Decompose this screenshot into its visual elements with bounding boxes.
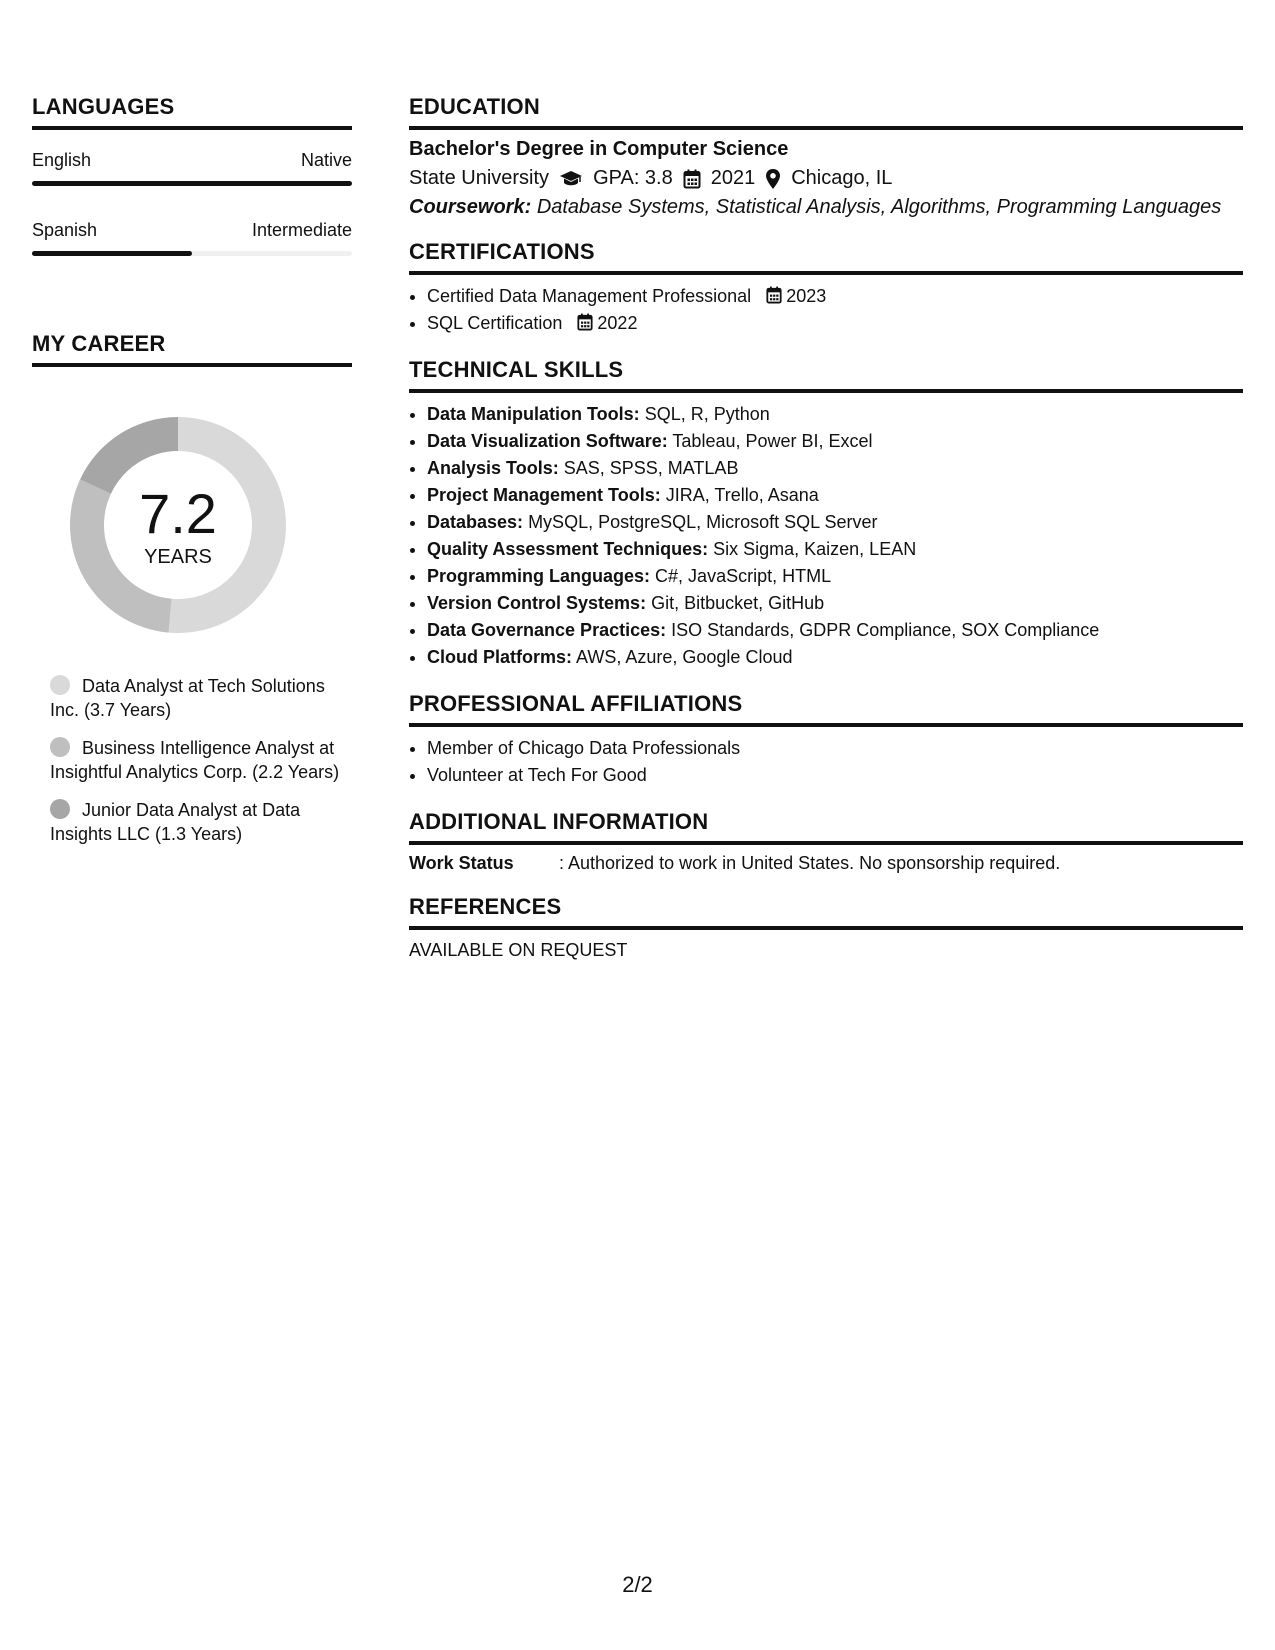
work-status-label: Work Status: [409, 853, 514, 873]
skill-category: Project Management Tools:: [427, 485, 661, 505]
skill-item: [427, 428, 1243, 455]
education-section: [409, 94, 1243, 219]
certification-item: [427, 283, 1243, 310]
skill-category: Programming Languages:: [427, 566, 651, 586]
page-number: 2/2: [622, 1572, 653, 1597]
skill-values: ISO Standards, GDPR Compliance, SOX Compliance: [671, 620, 1100, 640]
skill-category: Data Visualization Software:: [427, 431, 668, 451]
career-role-label: Data Analyst at Tech Solutions Inc. (3.7 Years): [50, 676, 325, 720]
calendar-icon: [577, 313, 593, 331]
skill-category: Quality Assessment Techniques:: [427, 539, 709, 559]
career-total-unit: YEARS: [144, 546, 212, 568]
additional-section: [409, 809, 1243, 874]
legend-dot-icon: [50, 737, 70, 757]
skill-item: [427, 563, 1243, 590]
skill-item: [427, 455, 1243, 482]
language-name: Spanish: [32, 220, 98, 240]
language-level: Intermediate: [251, 220, 352, 240]
career-donut-chart: [65, 412, 291, 638]
skill-values: Six Sigma, Kaizen, LEAN: [713, 539, 917, 559]
references-section: [409, 894, 1243, 961]
coursework-list: Database Systems, Statistical Analysis, Algorithms, Programming Languages: [536, 196, 1222, 218]
career-heading: MY CAREER: [32, 331, 352, 367]
skill-values: MySQL, PostgreSQL, Microsoft SQL Server: [528, 512, 878, 532]
skill-values: JIRA, Trello, Asana: [665, 485, 819, 505]
languages-heading: LANGUAGES: [32, 94, 352, 130]
language-level: Native: [300, 150, 352, 170]
skill-item: [427, 482, 1243, 509]
career-role-label: Business Intelligence Analyst at Insightful Analytics Corp. (2.2 Years): [50, 738, 340, 782]
skill-values: SAS, SPSS, MATLAB: [563, 458, 739, 478]
certifications-heading: CERTIFICATIONS: [409, 239, 1243, 275]
skill-category: Databases:: [427, 512, 524, 532]
language-item: [32, 150, 352, 186]
affiliations-section: [409, 691, 1243, 789]
skills-heading: TECHNICAL SKILLS: [409, 357, 1243, 393]
affiliation-item: • Member of Chicago Data Professionals: [427, 735, 1243, 762]
right-column: [409, 94, 1243, 981]
education-school: State University: [409, 167, 550, 189]
calendar-icon: [683, 169, 701, 189]
education-heading: EDUCATION: [409, 94, 1243, 130]
career-total-years: 7.2: [139, 482, 217, 545]
education-location: Chicago, IL: [791, 167, 893, 189]
certifications-section: [409, 239, 1243, 337]
language-proficiency-bar: [32, 251, 352, 256]
career-legend-item: [50, 736, 352, 784]
certification-item: [427, 310, 1243, 337]
career-legend: [32, 674, 352, 846]
skill-item: [427, 509, 1243, 536]
skills-section: [409, 357, 1243, 671]
education-coursework: [409, 196, 1243, 219]
skill-values: Git, Bitbucket, GitHub: [651, 593, 825, 613]
education-year: 2021: [710, 167, 756, 189]
skill-category: Data Governance Practices:: [427, 620, 667, 640]
certification-year: 2023: [786, 286, 827, 306]
language-item: [32, 220, 352, 256]
career-legend-item: [50, 674, 352, 722]
language-name: English: [32, 150, 92, 170]
skill-category: Version Control Systems:: [427, 593, 647, 613]
references-heading: REFERENCES: [409, 894, 1243, 930]
work-status-value: : Authorized to work in United States. No sponsorship required.: [559, 853, 1061, 873]
additional-heading: ADDITIONAL INFORMATION: [409, 809, 1243, 845]
legend-dot-icon: [50, 675, 70, 695]
graduation-cap-icon: [559, 170, 583, 188]
certification-name: SQL Certification: [427, 313, 563, 333]
skill-values: C#, JavaScript, HTML: [655, 566, 832, 586]
skill-item: [427, 536, 1243, 563]
affiliation-item: • Volunteer at Tech For Good: [427, 762, 1243, 789]
language-proficiency-bar: [32, 181, 352, 186]
language-proficiency-fill: [32, 181, 352, 186]
career-role-label: Junior Data Analyst at Data Insights LLC (1.3 Years): [50, 800, 301, 844]
skill-category: Cloud Platforms:: [427, 647, 573, 667]
certification-name: Certified Data Management Professional: [427, 286, 752, 306]
left-column: [32, 94, 352, 860]
education-degree: Bachelor's Degree in Computer Science: [409, 138, 789, 160]
skill-values: Tableau, Power BI, Excel: [672, 431, 873, 451]
calendar-icon: [766, 286, 782, 304]
map-pin-icon: [765, 168, 781, 190]
skill-values: AWS, Azure, Google Cloud: [576, 647, 793, 667]
coursework-label: Coursework:: [409, 196, 532, 218]
education-gpa: GPA: 3.8: [593, 167, 673, 189]
legend-dot-icon: [50, 799, 70, 819]
certification-year: 2022: [597, 313, 638, 333]
skill-category: Data Manipulation Tools:: [427, 404, 640, 424]
skill-item: [427, 590, 1243, 617]
skill-item: [427, 644, 1243, 671]
references-text: AVAILABLE ON REQUEST: [409, 940, 628, 960]
language-proficiency-fill: [32, 251, 192, 256]
skill-values: SQL, R, Python: [644, 404, 770, 424]
skill-item: [427, 401, 1243, 428]
career-legend-item: [50, 798, 352, 846]
affiliations-heading: PROFESSIONAL AFFILIATIONS: [409, 691, 1243, 727]
skill-item: [427, 617, 1243, 644]
skill-category: Analysis Tools:: [427, 458, 559, 478]
